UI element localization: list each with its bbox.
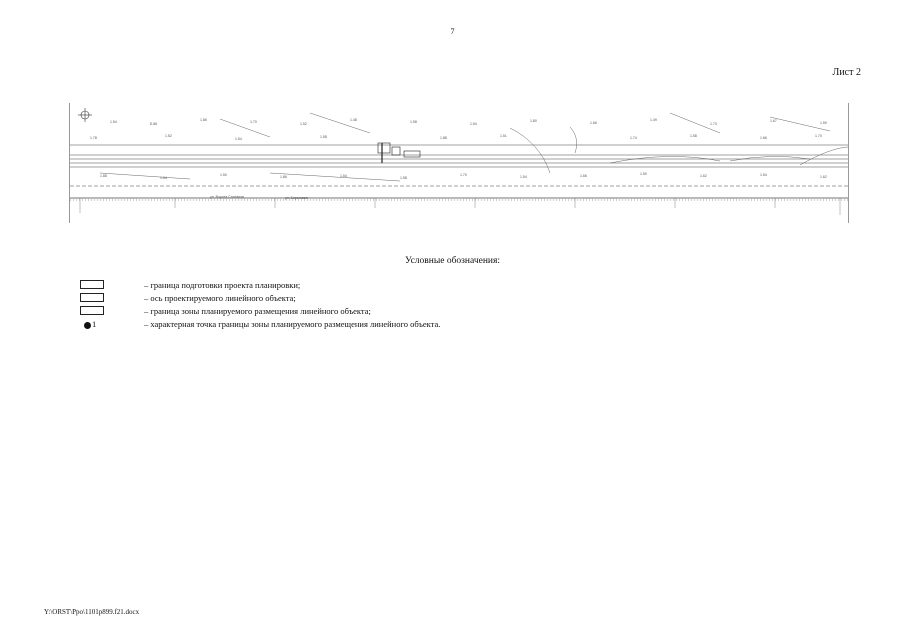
svg-text:ул. Ворота Салтанов: ул. Ворота Салтанов — [210, 195, 245, 199]
svg-text:1.48: 1.48 — [350, 118, 357, 122]
legend-item — [78, 292, 838, 305]
svg-text:1.74: 1.74 — [630, 136, 637, 140]
svg-text:1.58: 1.58 — [320, 135, 327, 139]
legend-item — [78, 305, 838, 318]
svg-text:1.54: 1.54 — [235, 137, 242, 141]
svg-text:1.54: 1.54 — [340, 174, 347, 178]
svg-text:1.58: 1.58 — [410, 120, 417, 124]
svg-text:1.54: 1.54 — [160, 176, 167, 180]
svg-text:1.51: 1.51 — [500, 134, 507, 138]
svg-text:Б.86: Б.86 — [150, 122, 158, 126]
building-cluster — [378, 143, 420, 163]
svg-text:1.54: 1.54 — [470, 122, 477, 126]
svg-text:1.62: 1.62 — [820, 175, 827, 179]
legend-item — [78, 279, 838, 292]
svg-text:1.88: 1.88 — [440, 136, 447, 140]
legend-item-text: – характерная точка границы зоны планируемого размещения линейного объекта. — [144, 319, 441, 329]
svg-text:1.86: 1.86 — [280, 175, 287, 179]
svg-text:1.52: 1.52 — [300, 122, 307, 126]
svg-text:1.86: 1.86 — [200, 118, 207, 122]
svg-text:1.88: 1.88 — [100, 174, 107, 178]
svg-text:1.78: 1.78 — [90, 136, 97, 140]
svg-text:1.67: 1.67 — [770, 119, 777, 123]
map-drawing — [70, 103, 848, 223]
legend-item — [78, 318, 838, 331]
svg-text:1.58: 1.58 — [690, 134, 697, 138]
sheet-label: Лист 2 — [832, 67, 861, 78]
legend-item-text: – граница зоны планируемого размещения линейного объекта; — [144, 306, 371, 316]
legend-item-text: – ось проектируемого линейного объекта; — [144, 293, 296, 303]
point-label: 1 — [92, 319, 97, 329]
svg-text:1.54: 1.54 — [520, 175, 527, 179]
legend — [78, 279, 838, 331]
svg-text:1.73: 1.73 — [710, 122, 717, 126]
svg-text:1.66: 1.66 — [590, 121, 597, 125]
svg-text:1.52: 1.52 — [165, 134, 172, 138]
svg-text:1.70: 1.70 — [250, 120, 257, 124]
svg-text:1.66: 1.66 — [580, 174, 587, 178]
legend-symbol-zone-boundary — [80, 306, 104, 315]
svg-text:1.54: 1.54 — [760, 173, 767, 177]
svg-text:1.62: 1.62 — [700, 174, 707, 178]
svg-text:1.66: 1.66 — [760, 136, 767, 140]
tick-marks — [80, 198, 840, 215]
footer-file-path: Y:\ORST\Ppo\1101p899.f21.docx — [44, 608, 140, 616]
point-marker-icon — [84, 322, 91, 329]
legend-symbol-object-axis — [80, 293, 104, 302]
legend-title: Условные обозначения: — [404, 256, 500, 266]
legend-symbol-characteristic-point — [84, 318, 114, 329]
planning-map — [69, 103, 849, 223]
compass-icon — [78, 108, 92, 122]
svg-text:1.70: 1.70 — [460, 173, 467, 177]
svg-text:1.59: 1.59 — [820, 121, 827, 125]
svg-text:1.50: 1.50 — [640, 172, 647, 176]
corridor-lines — [70, 145, 848, 200]
page-number: 7 — [450, 27, 455, 36]
svg-text:1.58: 1.58 — [400, 176, 407, 180]
svg-text:1.80: 1.80 — [530, 119, 537, 123]
legend-item-text: – граница подготовки проекта планировки; — [144, 280, 301, 290]
svg-text:1.54: 1.54 — [110, 120, 117, 124]
svg-text:1.50: 1.50 — [220, 173, 227, 177]
svg-text:1.70: 1.70 — [815, 134, 822, 138]
svg-text:ул. Береговая: ул. Береговая — [285, 196, 308, 200]
legend-symbol-project-boundary — [80, 280, 104, 289]
svg-text:1.49: 1.49 — [650, 118, 657, 122]
